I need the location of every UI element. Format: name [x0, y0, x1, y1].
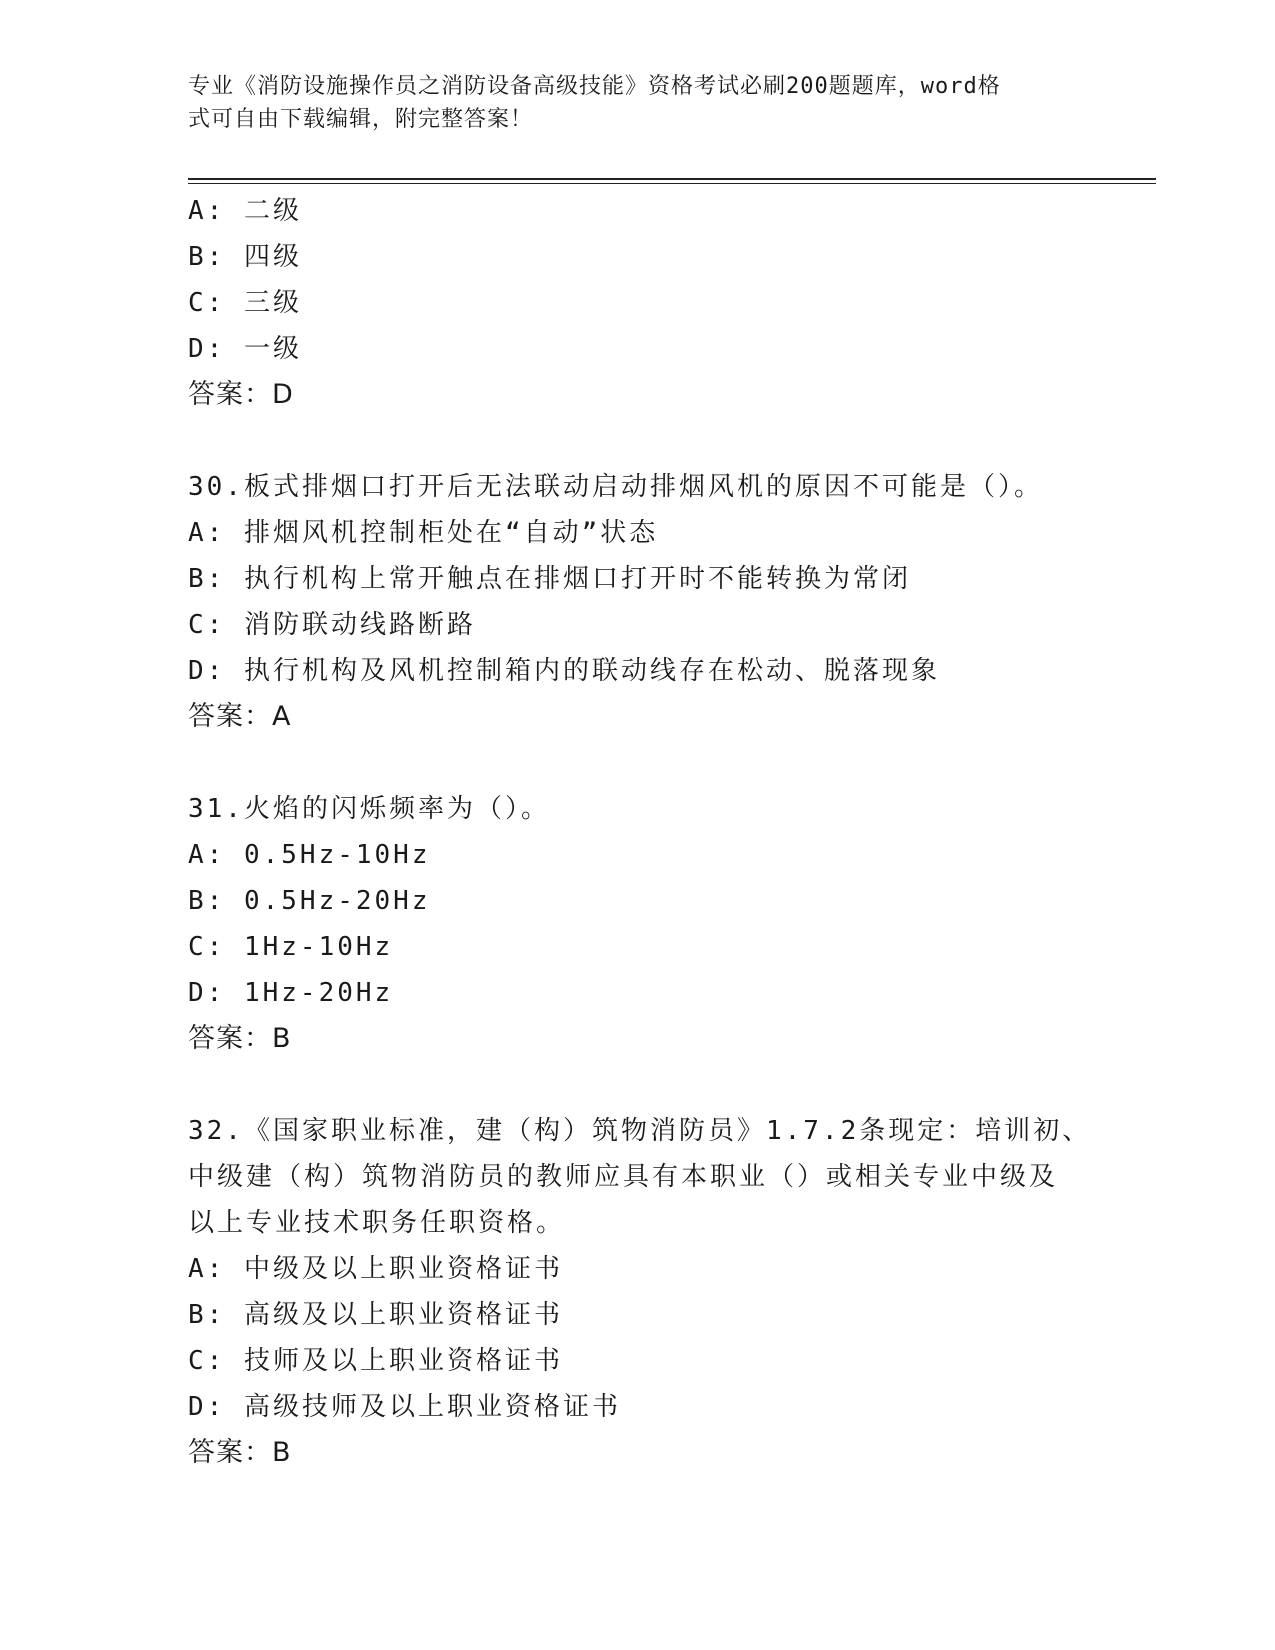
option-c: C: 1Hz-10Hz: [188, 932, 394, 962]
question-31: [188, 786, 1088, 1062]
option-d: D: 一级: [188, 334, 302, 364]
header-line-2: 式可自由下载编辑，附完整答案！: [188, 107, 534, 132]
option-a: A: 二级: [188, 196, 302, 226]
option-b: B: 执行机构上常开触点在排烟口打开时不能转换为常闭: [188, 564, 911, 594]
question-29-continued: [188, 188, 1088, 418]
option-c: C: 三级: [188, 288, 302, 318]
option-c: C: 消防联动线路断路: [188, 610, 476, 640]
question-32: [188, 1108, 1092, 1476]
option-a: A: 0.5Hz-10Hz: [188, 840, 431, 870]
spacer: [188, 418, 1088, 464]
header-line-1: 专业《消防设施操作员之消防设备高级技能》资格考试必刷200题题库，word格: [188, 74, 1001, 99]
option-d: D: 1Hz-20Hz: [188, 978, 394, 1008]
question-stem: 31.火焰的闪烁频率为（）。: [188, 794, 550, 824]
answer-line: 答案：D: [188, 379, 294, 410]
option-b: B: 0.5Hz-20Hz: [188, 886, 431, 916]
header-rule-thick: [188, 178, 1156, 180]
answer-line: 答案：B: [188, 1023, 292, 1054]
question-stem-line-1: 32.《国家职业标准，建（构）筑物消防员》1.7.2条现定：培训初、: [188, 1116, 1092, 1146]
header-rule-thin: [188, 183, 1156, 184]
question-list: [188, 188, 1092, 1476]
option-b: B: 四级: [188, 242, 302, 272]
question-stem-line-3: 以上专业技术职务任职资格。: [188, 1208, 566, 1238]
document-header: [188, 70, 1068, 136]
answer-line: 答案：B: [188, 1437, 292, 1468]
option-d: D: 高级技师及以上职业资格证书: [188, 1392, 621, 1422]
spacer: [188, 740, 1088, 786]
option-d: D: 执行机构及风机控制箱内的联动线存在松动、脱落现象: [188, 656, 940, 686]
option-a: A: 排烟风机控制柜处在“自动”状态: [188, 518, 659, 548]
answer-line: 答案：A: [188, 701, 292, 732]
question-30: [188, 464, 1088, 740]
option-b: B: 高级及以上职业资格证书: [188, 1300, 563, 1330]
spacer: [188, 1062, 1088, 1108]
question-stem-line-2: 中级建（构）筑物消防员的教师应具有本职业（）或相关专业中级及: [188, 1162, 1059, 1192]
option-c: C: 技师及以上职业资格证书: [188, 1346, 563, 1376]
question-stem: 30.板式排烟口打开后无法联动启动排烟风机的原因不可能是（）。: [188, 472, 1043, 502]
option-a: A: 中级及以上职业资格证书: [188, 1254, 563, 1284]
